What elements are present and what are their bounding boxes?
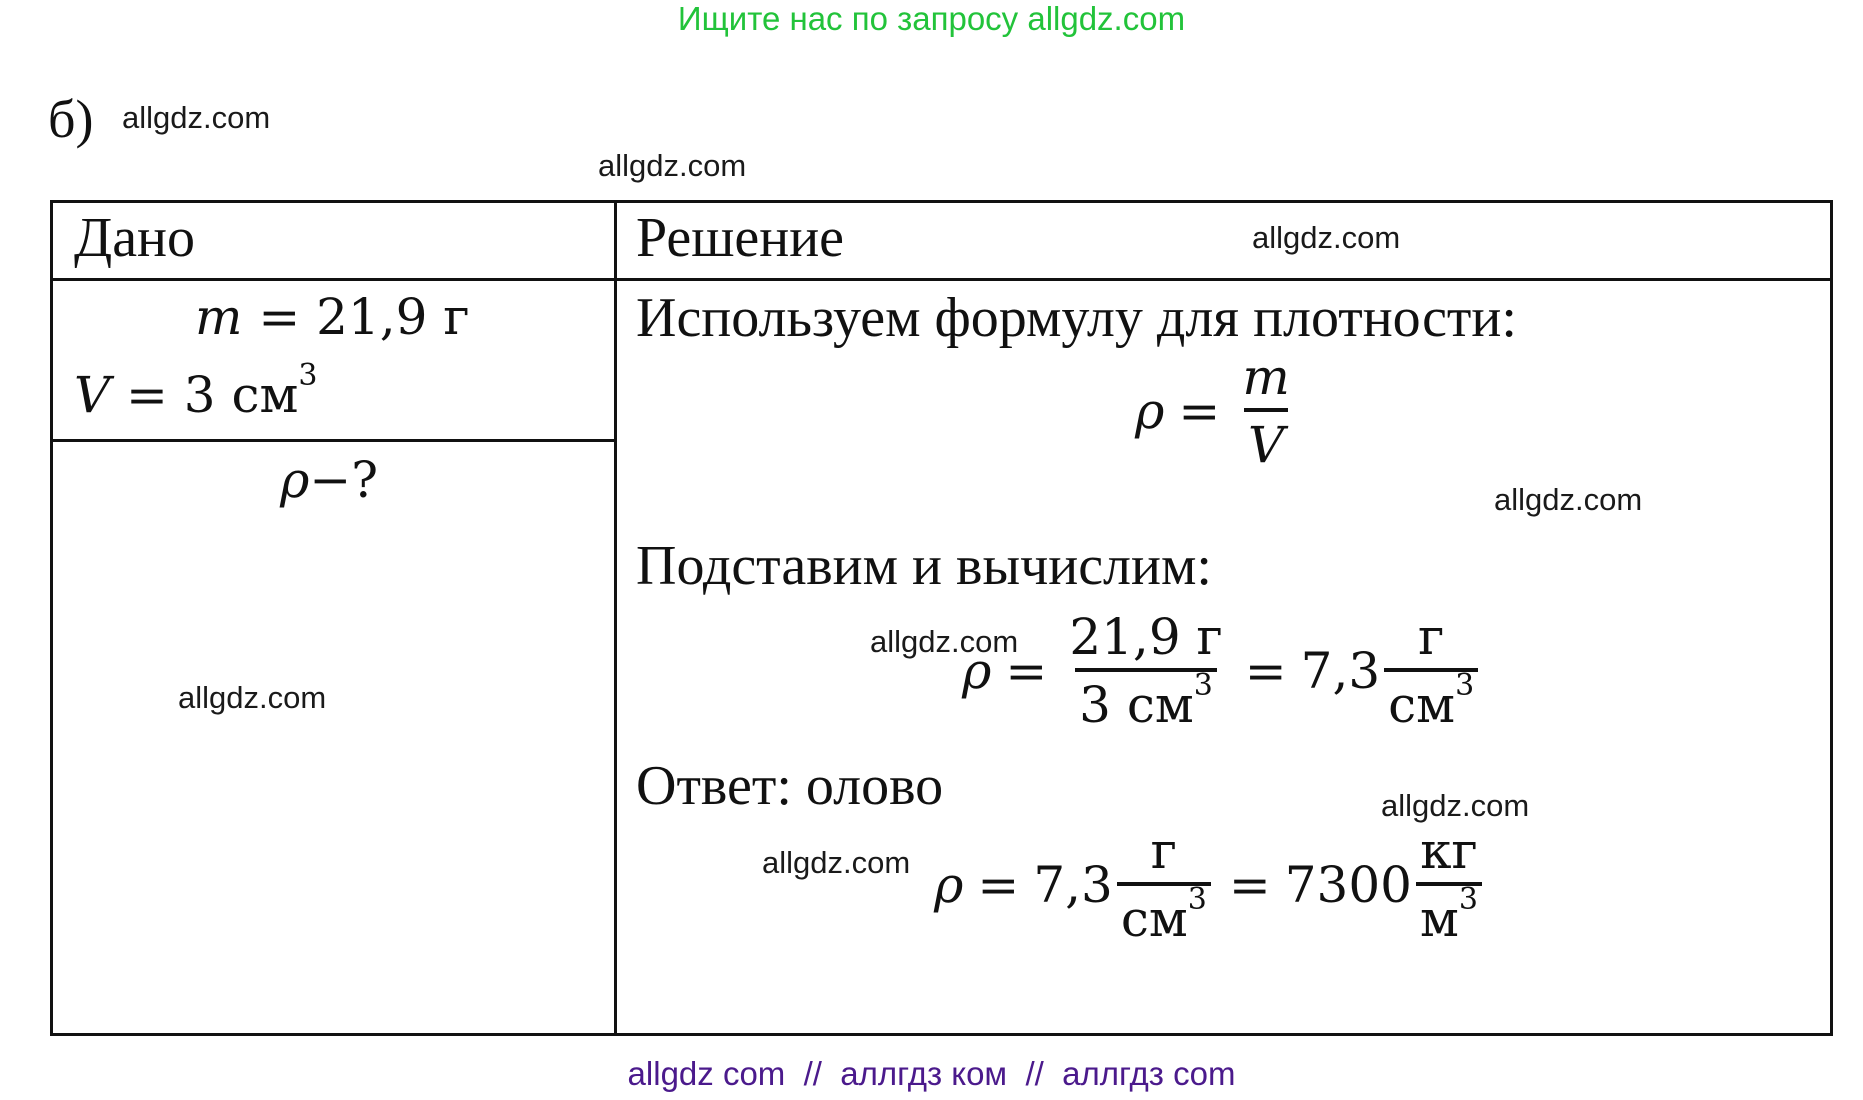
top-banner: Ищите нас по запросу allgdz.com [677,0,1186,37]
convert-unit-numerator: г [1150,822,1177,880]
table-column-divider [614,200,617,1036]
formula-numerator: m [1242,348,1290,406]
calc-fraction [1065,608,1226,734]
problem-label: б) [48,89,94,149]
convert-coef: 7,3 [1033,856,1113,914]
solution-answer: Ответ: олово [636,755,944,817]
given-volume [74,358,318,424]
watermark: allgdz.com [178,680,327,715]
convert-unit [1117,822,1211,948]
calc-equals: = [1005,642,1048,700]
density-calculation [962,608,1482,734]
volume-symbol: V [74,366,111,424]
calc-numerator: 21,9 г [1069,608,1223,666]
formula-lhs: ρ [1135,382,1165,440]
density-formula [1135,348,1298,474]
watermark: allgdz.com [870,624,1019,659]
calc-denominator: 3 $см^3$ [1075,668,1217,730]
watermark: allgdz.com [1381,788,1530,823]
formula-fraction [1238,348,1293,474]
formula-equals: = [1178,382,1221,440]
watermark: allgdz.com [1252,220,1401,255]
find-density [280,451,379,509]
given-mass [195,288,470,346]
given-find-divider [50,439,616,442]
calc-unit [1384,608,1478,734]
table-header-divider [50,278,1833,281]
volume-exponent: 3 [298,358,318,393]
volume-value: = 3 см [110,366,299,424]
density-symbol: ρ [280,451,310,509]
convert-unit-denominator: $см^3$ [1117,882,1211,944]
convert-equals: = [977,856,1020,914]
calc-equals-2: = [1244,642,1287,700]
calc-unit-denominator: $см^3$ [1384,668,1478,730]
convert-unit2-numerator: кг [1420,822,1478,880]
calc-unit-numerator: г [1418,608,1445,666]
mass-symbol: m [195,288,243,346]
solution-substitute: Подставим и вычислим: [636,535,1212,597]
find-question: −? [309,451,379,509]
watermark: allgdz.com [122,100,271,135]
convert-lhs: ρ [934,856,964,914]
mass-value: = 21,9 г [242,288,470,346]
unit-conversion [934,822,1486,948]
header-given: Дано [74,207,196,269]
convert-unit-2 [1416,822,1482,948]
convert-value: 7300 [1284,856,1412,914]
watermark: allgdz.com [1494,482,1643,517]
calc-result: 7,3 [1300,642,1381,700]
calc-lhs: ρ [962,642,992,700]
bottom-banner: allgdz com // аллгдз ком // аллгдз com [627,1055,1236,1092]
formula-denominator: V [1244,408,1288,470]
watermark: allgdz.com [598,148,747,183]
convert-equals-2: = [1228,856,1271,914]
watermark: allgdz.com [762,845,911,880]
header-solution: Решение [636,207,845,269]
solution-intro: Используем формулу для плотности: [636,287,1517,349]
convert-unit2-denominator: $м^3$ [1416,882,1482,944]
